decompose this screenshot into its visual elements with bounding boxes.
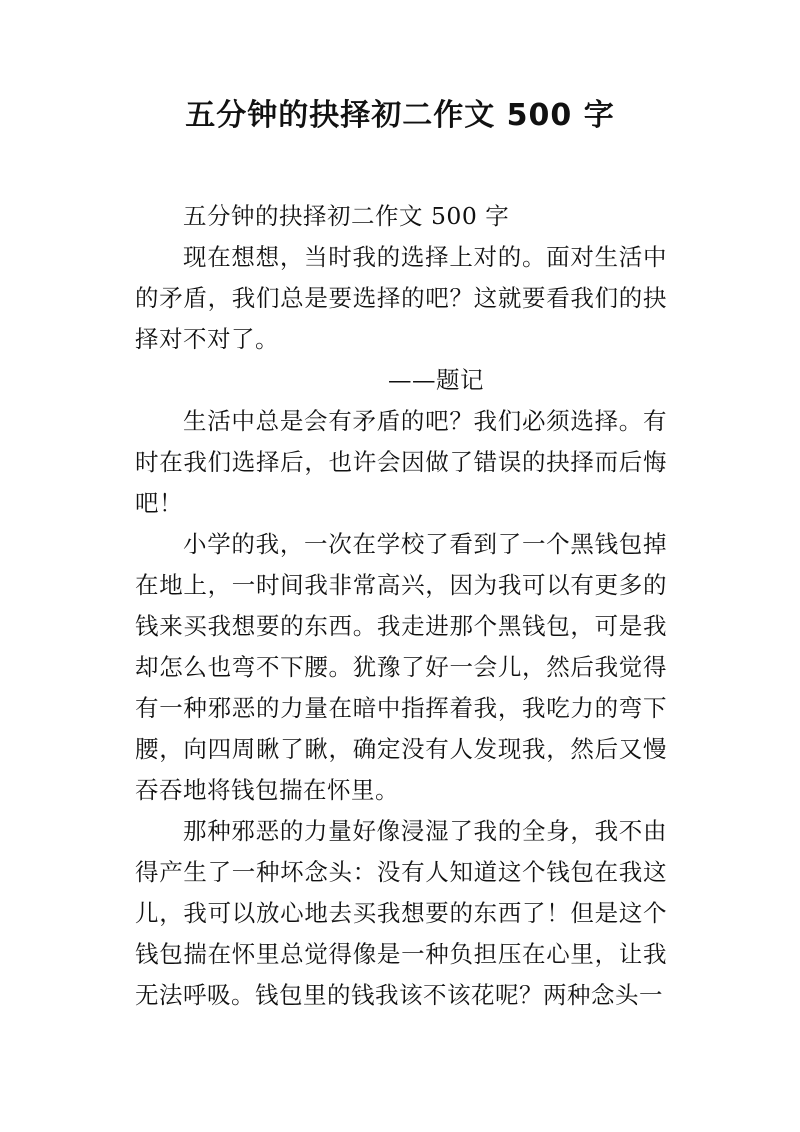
paragraph-1: 生活中总是会有矛盾的吧？我们必须选择。有时在我们选择后，也许会因做了错误的抉择而后悔吧！ — [135, 407, 667, 517]
document-title: 五分钟的抉择初二作文 500 字 — [185, 98, 615, 133]
paragraph-2: 小学的我，一次在学校了看到了一个黑钱包掉在地上，一时间我非常高兴，因为我可以有更多的钱来买我想要的东西。我走进那个黑钱包，可是我却怎么也弯不下腰。犹豫了好一会儿，然后我觉得有一种邪恶的力量在暗中指挥着我，我吃力的弯下腰，向四周瞅了瞅，确定没有人发现我，然后又慢吞吞地将钱包揣在怀里。 — [135, 530, 667, 804]
paragraph-intro: 现在想想，当时我的选择上对的。面对生活中的矛盾，我们总是要选择的吧？这就要看我们的抉择对不对了。 — [135, 243, 667, 353]
epigraph-attribution: ——题记 — [388, 366, 484, 394]
paragraph-subtitle: 五分钟的抉择初二作文 500 字 — [183, 202, 510, 230]
paragraph-3: 那种邪恶的力量好像浸湿了我的全身，我不由得产生了一种坏念头：没有人知道这个钱包在我这儿，我可以放心地去买我想要的东西了！但是这个钱包揣在怀里总觉得像是一种负担压在心里，让我无法呼吸。钱包里的钱我该不该花呢？两种念头一 — [135, 817, 667, 1009]
document-body — [135, 196, 667, 1016]
